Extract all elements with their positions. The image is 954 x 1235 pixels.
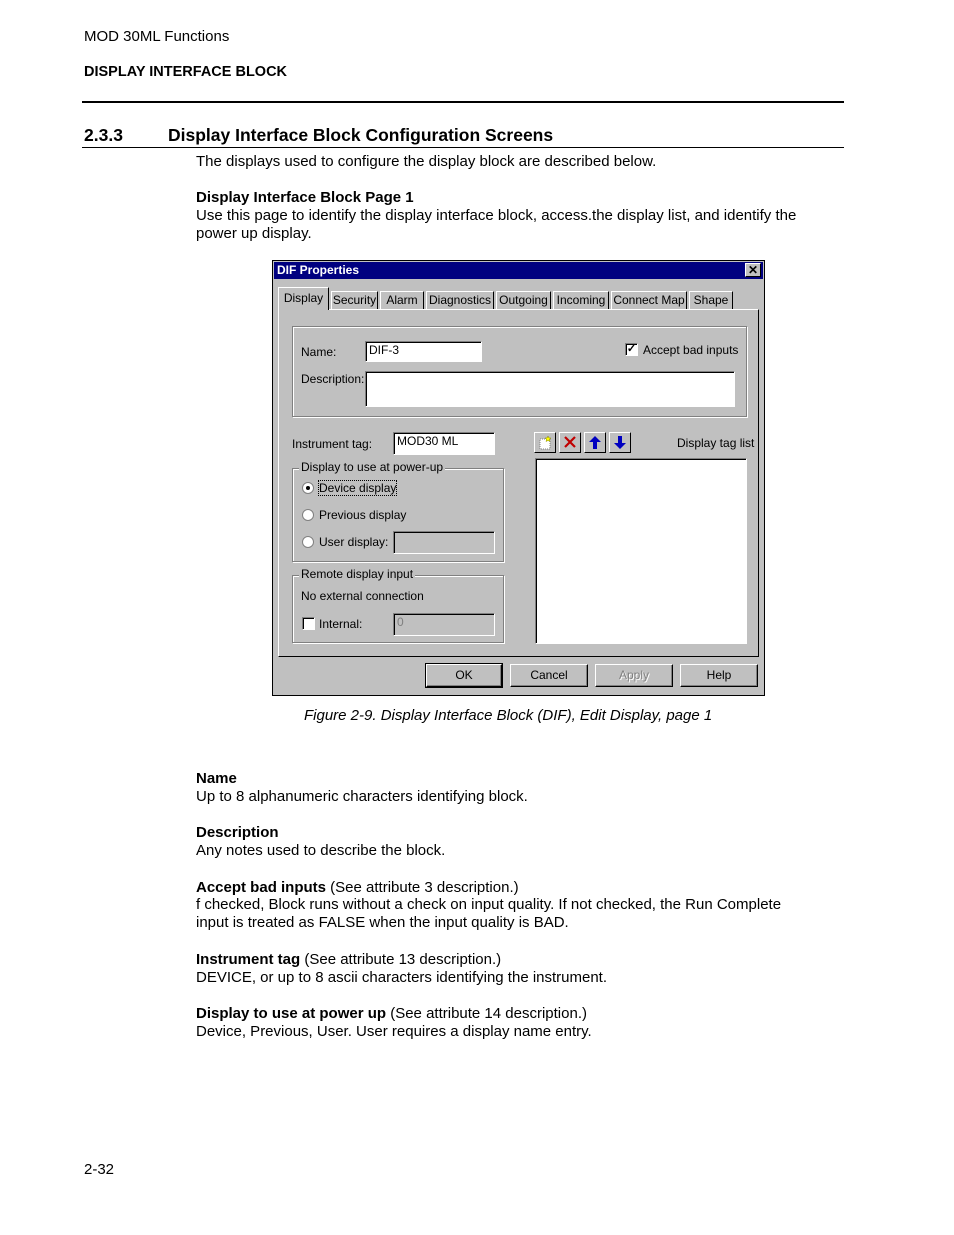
name-label: Name:	[301, 345, 337, 359]
internal-checkbox[interactable]	[302, 617, 315, 630]
section-title: Display Interface Block Configuration Screens	[168, 125, 554, 145]
def-it-term: Instrument tag	[196, 951, 301, 968]
accept-bad-inputs-label: Accept bad inputs	[643, 343, 739, 357]
new-item-button[interactable]	[534, 432, 556, 453]
def-abi-text2: input is treated as FALSE when the input quality is BAD.	[196, 914, 569, 931]
close-icon[interactable]: ✕	[745, 263, 761, 277]
delete-x-icon	[562, 435, 578, 450]
remote-status: No external connection	[301, 589, 424, 603]
section-heading: DISPLAY INTERFACE BLOCK	[84, 64, 288, 80]
new-item-icon	[537, 435, 553, 450]
subheading: Display Interface Block Page 1	[196, 189, 414, 206]
radio-device-display[interactable]	[302, 482, 314, 494]
radio-user-display[interactable]	[302, 536, 314, 548]
def-it-text: DEVICE, or up to 8 ascii characters identifying the instrument.	[196, 969, 608, 986]
move-down-button[interactable]	[609, 432, 631, 453]
section-intro: The displays used to configure the display block are described below.	[196, 153, 657, 170]
tab-shape[interactable]: Shape	[689, 291, 733, 309]
def-desc-text: Any notes used to describe the block.	[196, 842, 446, 859]
dialog-title-bar	[274, 262, 763, 279]
def-name-text: Up to 8 alphanumeric characters identifying block.	[196, 788, 528, 805]
move-up-button[interactable]	[584, 432, 606, 453]
instrument-tag-field[interactable]: MOD30 ML	[393, 432, 495, 455]
display-tag-list[interactable]	[535, 458, 747, 644]
tab-display[interactable]: Display	[278, 287, 329, 310]
section-number: 2.3.3	[84, 125, 123, 145]
def-abi-text1: f checked, Block runs without a check on input quality. If not checked, the Run Complete	[196, 896, 782, 913]
page-number: 2-32	[84, 1161, 115, 1178]
dialog-title: DIF Properties	[277, 263, 360, 277]
section-rule	[82, 147, 844, 148]
sub-text-line2: power up display.	[196, 225, 312, 242]
apply-button[interactable]: Apply	[595, 664, 673, 687]
tab-incoming[interactable]: Incoming	[553, 291, 609, 309]
radio-device-label: Device display	[319, 481, 397, 495]
internal-field[interactable]: 0	[393, 613, 495, 636]
def-name-term: Name	[196, 770, 237, 787]
radio-previous-label: Previous display	[319, 508, 407, 522]
tab-alarm[interactable]: Alarm	[380, 291, 424, 309]
running-title: MOD 30ML Functions	[84, 28, 230, 45]
arrow-up-icon	[587, 435, 603, 450]
display-tab-panel	[278, 309, 759, 657]
def-dp-heading	[196, 1005, 587, 1023]
figure-caption: Figure 2-9. Display Interface Block (DIF), Edit Display, page 1	[304, 707, 713, 724]
name-field[interactable]: DIF-3	[365, 341, 482, 362]
ok-button[interactable]: OK	[426, 664, 502, 687]
accept-bad-inputs-checkbox[interactable]: ✓	[626, 343, 637, 355]
tab-outgoing[interactable]: Outgoing	[496, 291, 551, 309]
tab-connect-map[interactable]: Connect Map	[611, 291, 687, 309]
tab-security[interactable]: Security	[332, 293, 377, 307]
header-rule	[82, 101, 844, 103]
tab-diagnostics[interactable]: Diagnostics	[426, 291, 494, 309]
def-abi-term: Accept bad inputs	[196, 879, 327, 896]
remote-group-label: Remote display input	[301, 567, 414, 581]
internal-label: Internal:	[319, 617, 363, 631]
radio-user-label: User display:	[319, 535, 389, 549]
arrow-down-icon	[612, 435, 628, 450]
def-it-heading	[196, 951, 501, 969]
display-tag-list-label: Display tag list	[677, 436, 755, 450]
def-it-ref: (See attribute 13 description.)	[300, 951, 502, 968]
def-dp-term: Display to use at power up	[196, 1005, 387, 1022]
dif-properties-dialog	[272, 260, 765, 696]
sub-text-line1: Use this page to identify the display interface block, access.the display list, and identify the	[196, 207, 797, 224]
powerup-group-label: Display to use at power-up	[301, 460, 444, 474]
radio-previous-display[interactable]	[302, 509, 314, 521]
description-field[interactable]	[365, 371, 735, 407]
def-abi-heading	[196, 879, 519, 897]
def-desc-term: Description	[196, 824, 279, 841]
delete-item-button[interactable]	[559, 432, 581, 453]
user-display-field[interactable]	[393, 531, 495, 554]
cancel-button[interactable]: Cancel	[510, 664, 588, 687]
description-label: Description:	[301, 372, 365, 386]
def-dp-text: Device, Previous, User. User requires a display name entry.	[196, 1023, 592, 1040]
def-abi-ref: (See attribute 3 description.)	[326, 879, 519, 896]
instrument-tag-label: Instrument tag:	[292, 437, 373, 451]
help-button[interactable]: Help	[680, 664, 758, 687]
def-dp-ref: (See attribute 14 description.)	[386, 1005, 587, 1022]
radio-selected-dot	[306, 486, 310, 490]
